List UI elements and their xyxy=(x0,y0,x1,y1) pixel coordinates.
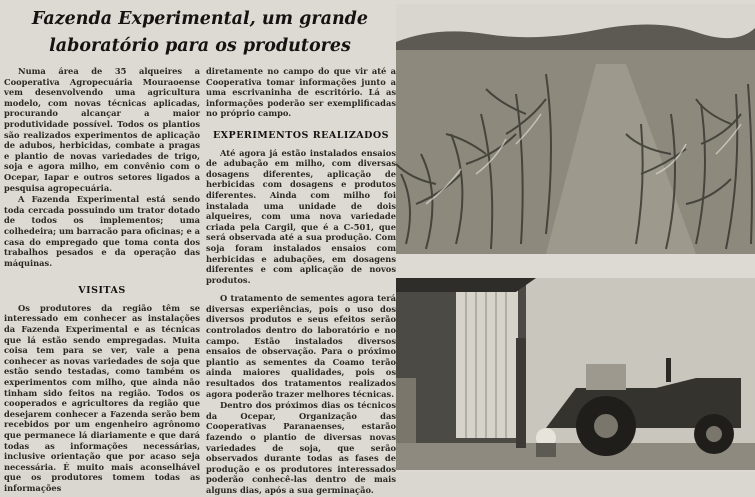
subhead-experimentos: EXPERIMENTOS REALIZADOS xyxy=(212,129,390,141)
headline-line-1: Fazenda Experimental, um grande xyxy=(31,9,369,29)
tractor-barn-photo xyxy=(396,278,755,470)
headline xyxy=(6,6,394,60)
tractor-barn-image xyxy=(396,278,755,470)
paragraph: Numa área de 35 alqueires a Cooperativa Agropecuária Mouraoense vem desenvolvendo uma agricultura modelo, com novas técnicas aplicadas, procurando alcançar a maior produtividade possível. Todos os plantios são realizados experimentos de aplicação de adubos, herbicidas, combate a pragas e plantio de novas variedades de trigo, soja e agora milho, em convênio com o Ocepar, Iapar e outros setores ligados a pesquisa agropecuária. xyxy=(4,66,200,193)
cornfield-photo xyxy=(396,4,755,254)
subhead-visitas: VISITAS xyxy=(78,285,126,297)
text-column-2 xyxy=(206,66,396,497)
cornfield-image xyxy=(396,4,755,254)
text-column-1 xyxy=(4,66,200,495)
paragraph: O tratamento de sementes agora terá diversas experiências, pois o uso dos diversos produtos e seus efeitos serão controlados dentro do laboratório e no campo. Estão instalados diversos ensaios de observação. Para o próximo plantio as sementes da Coamo terão ainda maiores qualidades, pois os resultados dos tratamentos realizados agora poderão trazer melhores técnicas. xyxy=(206,293,396,399)
paragraph: A Fazenda Experimental está sendo toda cercada possuindo um trator dotado de todos os implementos; uma colhedeira; um barracão para oficinas; e a casa do empregado que toma conta dos trabalhos pesados e da operação das máquinas. xyxy=(4,194,200,268)
paragraph: Os produtores da região têm se interessado em conhecer as instalações da Fazenda Experimental e as técnicas que lá estão sendo empregadas. Muita coisa tem para se ver, vale a pena conhecer as novas variedades de soja que estão sendo testadas, como também os experimentos com milho, que ainda não tinham sido feitos na região. Todos os cooperados e agricultores da região que desejarem conhecer a Fazenda serão bem recebidos por um engenheiro agrônomo que permanece lá diariamente e que dará todas as informações necessárias, inclusive orientação que por acaso seja necessária. É muito mais aconselhável que os produtores tomem todas as informações xyxy=(4,302,200,493)
headline-line-2: laboratório para os produtores xyxy=(49,36,351,56)
paragraph: Dentro dos próximos dias os técnicos da Ocepar, Organização das Cooperativas Paranaenses, estarão fazendo o plantio de diversas novas variedades de soja, que serão observados durante todas as fases de produção e os produtores interessados poderão conhecê-las dentro de mais alguns dias, após a sua germinação. xyxy=(206,400,396,495)
paragraph: diretamente no campo do que vir até a Cooperativa tomar informações junto a uma escrivaninha de escritório. Lá as informações poderão ser exemplificadas no próprio campo. xyxy=(206,66,396,119)
paragraph: Até agora já estão instalados ensaios de adubação em milho, com diversas dosagens diferentes, aplicação de herbicidas com dosagens e produtos diferentes. Ainda com milho foi instalada uma unidade de dois alqueires, com uma nova variedade criada pela Cargil, que é a C-501, que será observada até a sua produção. Com soja foram instalados ensaios com herbicidas e adubações, em dosagens diferentes e com aplicação de novos produtos. xyxy=(206,147,396,285)
